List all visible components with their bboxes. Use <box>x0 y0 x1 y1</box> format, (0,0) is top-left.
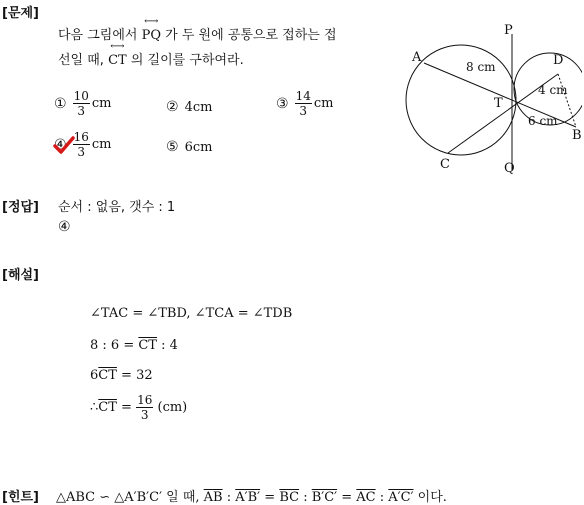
segment-ab: $\overline{AB}$ <box>203 490 223 505</box>
choice-fraction <box>73 130 90 159</box>
hint-header: [힌트] <box>2 490 39 505</box>
label-b: B <box>572 128 582 143</box>
explanation-eq-2 <box>90 338 178 353</box>
label-c: C <box>440 157 450 172</box>
choice-1[interactable] <box>54 89 111 118</box>
hint-text: : <box>222 490 236 505</box>
problem-header: [문제] <box>2 6 39 21</box>
segment-db <box>558 74 576 127</box>
choice-unit: cm <box>91 137 112 152</box>
label-q: Q <box>504 161 515 176</box>
explanation-eq-4 <box>90 393 187 422</box>
hint-text: = <box>260 490 280 505</box>
fraction-numerator: 10 <box>73 89 89 103</box>
eq-text: : 4 <box>156 338 178 353</box>
segment-ct: $\overline{CT}$ <box>98 400 117 415</box>
segment-ct: $\overline{CT}$ <box>138 338 157 353</box>
geometry-figure <box>398 20 582 180</box>
choice-unit: cm <box>91 96 112 111</box>
problem-text: 다음 그림에서 <box>58 28 138 43</box>
eq-unit: (cm) <box>153 400 188 415</box>
segment-bc: $\overline{BC}$ <box>279 490 300 505</box>
hint-text: 이다. <box>413 490 447 505</box>
choice-marker: ② <box>166 99 179 115</box>
line-ct: ⟷ CT <box>108 53 127 68</box>
eq-text: = <box>116 400 137 415</box>
choice-marker <box>54 137 67 153</box>
problem-text: 가 두 원에 공통으로 접하는 접 <box>165 28 337 43</box>
choice-marker: ⑤ <box>166 139 179 155</box>
choice-unit: cm <box>313 96 334 111</box>
segment-ct: $\overline{CT}$ <box>98 368 117 383</box>
problem-text: 의 길이를 구하여라. <box>130 53 244 68</box>
problem-text: 선일 때, <box>58 53 104 68</box>
segment-ac: $\overline{AC}$ <box>356 490 376 505</box>
label-p: P <box>504 23 513 38</box>
eq-text: ∴ <box>90 400 99 415</box>
choice-4[interactable] <box>54 130 111 159</box>
length-td: 4 cm <box>538 83 568 97</box>
answer-line-2: ④ <box>58 219 71 235</box>
eq-text: = 32 <box>116 368 153 383</box>
segment-a1c1: A′C′ <box>388 490 414 505</box>
explanation-eq-3 <box>90 368 153 383</box>
choice-2[interactable] <box>166 99 212 115</box>
fraction-numerator: 16 <box>137 393 153 407</box>
length-at: 8 cm <box>466 60 496 74</box>
hint-text: △ABC ∽ △A′B′C′ 일 때, <box>56 490 204 505</box>
choice-fraction <box>73 89 90 118</box>
line-pq: ⟷ PQ <box>142 28 161 43</box>
hint-line <box>56 486 447 505</box>
fraction-numerator: 14 <box>295 89 311 103</box>
label-t: T <box>494 96 503 111</box>
fraction-denominator: 3 <box>77 145 86 159</box>
choice-5[interactable] <box>166 139 212 155</box>
problem-line-1 <box>58 24 337 43</box>
choice-fraction <box>295 89 312 118</box>
length-tb: 6 cm <box>528 114 558 128</box>
choice-value: 6cm <box>184 139 213 155</box>
problem-line-2 <box>58 49 244 68</box>
label-a: A <box>412 50 422 65</box>
segment-a1b1: A′B′ <box>235 490 261 505</box>
segment-b1c1: B′C′ <box>311 490 338 505</box>
fraction-numerator: 16 <box>73 130 89 144</box>
fraction-denominator: 3 <box>299 104 308 118</box>
fraction-denominator: 3 <box>77 104 86 118</box>
choice-marker: ③ <box>276 95 289 112</box>
answer-line-1: 순서 : 없음, 갯수 : 1 <box>58 200 176 215</box>
choice-value: 4cm <box>184 99 213 115</box>
fraction-denominator: 3 <box>140 408 149 422</box>
hint-text: = <box>337 490 357 505</box>
explanation-eq-1: ∠TAC = ∠TBD, ∠TCA = ∠TDB <box>90 306 293 321</box>
choice-marker-text: ④ <box>54 136 67 153</box>
check-icon <box>53 135 75 155</box>
eq-fraction <box>136 393 153 422</box>
eq-text: 6 <box>90 368 99 383</box>
answer-header: [정답] <box>2 200 39 215</box>
explanation-header: [해설] <box>2 268 39 283</box>
label-d: D <box>553 53 564 68</box>
hint-text: : <box>299 490 312 505</box>
eq-text: 8 : 6 = <box>90 338 139 353</box>
hint-text: : <box>375 490 389 505</box>
choice-marker: ① <box>54 95 67 112</box>
choice-3[interactable] <box>276 89 333 118</box>
